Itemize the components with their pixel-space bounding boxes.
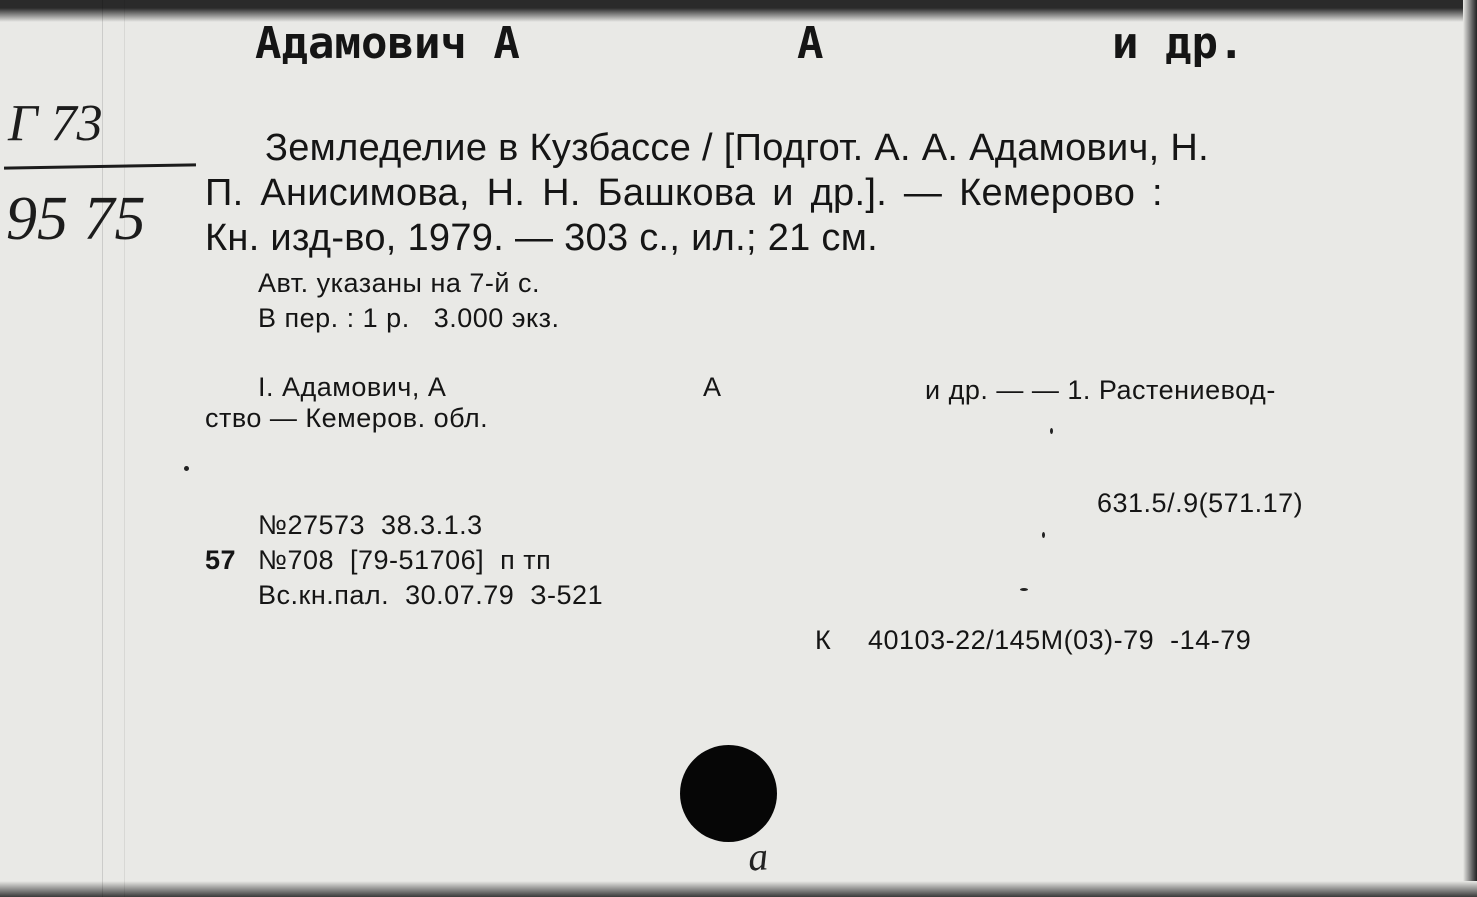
heading-author: Адамович А	[255, 18, 520, 69]
shelfmark-line2: 95 75	[6, 185, 146, 253]
tracing-initial: А	[703, 372, 722, 402]
punch-hole	[680, 745, 777, 842]
speck	[1050, 428, 1053, 434]
shelfmark-line1: Г 73	[8, 95, 103, 152]
description-line2: П. Анисимова, Н. Н. Башкова и др.]. — Кемерово :	[205, 172, 1163, 214]
catalog-code: 40103-22/145М(03)-79 -14-79	[868, 625, 1252, 655]
speck	[1042, 532, 1045, 538]
registry-line2-prefix: 57	[205, 545, 237, 575]
catalog-code-letter: К	[815, 625, 832, 655]
card-top-shadow	[0, 0, 1477, 34]
heading-others: и др.	[1112, 18, 1245, 69]
tracing-name: I. Адамович, А	[258, 372, 447, 402]
registry-line3: Вс.кн.пал. 30.07.79 З-521	[258, 580, 604, 610]
description-line3: Кн. изд-во, 1979. — 303 с., ил.; 21 см.	[205, 217, 879, 259]
shelfmark-underline	[4, 163, 196, 169]
tracing-subject-continued: ство — Кемеров. обл.	[205, 403, 489, 433]
registry-line2: №708 [79-51706] п тп	[258, 545, 552, 575]
card-ruling-line	[124, 0, 125, 897]
udc-index: 631.5/.9(571.17)	[1097, 488, 1304, 518]
note-authors: Авт. указаны на 7-й с.	[258, 268, 540, 298]
speck	[1020, 588, 1028, 591]
description-line1: Земледелие в Кузбассе / [Подгот. А. А. Адамович, Н.	[265, 127, 1209, 169]
note-price: В пер. : 1 р. 3.000 экз.	[258, 303, 560, 333]
handwritten-mark: a	[746, 833, 770, 880]
card-right-shadow	[1463, 0, 1477, 897]
registry-line1: №27573 38.3.1.3	[258, 510, 483, 540]
card-bottom-shadow	[0, 881, 1477, 897]
heading-initial: А	[797, 18, 824, 69]
speck	[184, 466, 189, 471]
tracing-subject: и др. — — 1. Растениевод-	[925, 375, 1276, 405]
